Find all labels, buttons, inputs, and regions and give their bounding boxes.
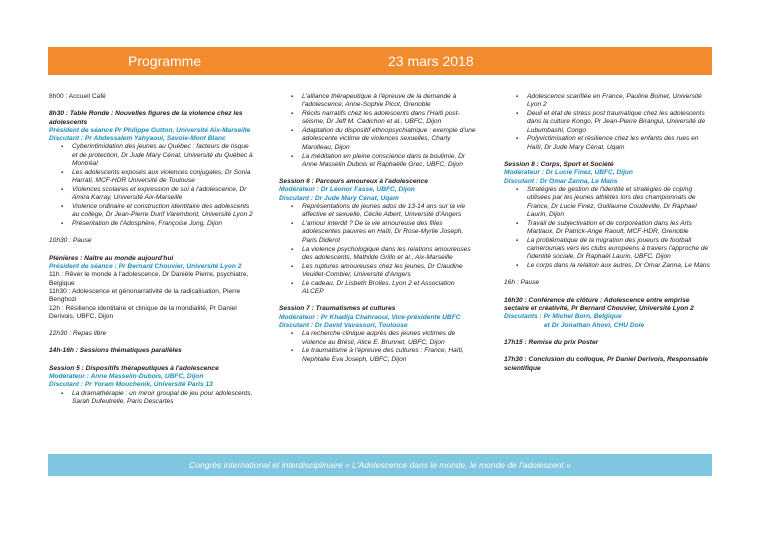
list-item: ▪ Présentation de l'Adosphère, Françoise Jung, Dijon (49, 220, 254, 228)
footer-banner (48, 454, 712, 476)
programme-banner (48, 47, 712, 75)
list-item: ▪ Cyberintimidation des jeunes au Québec : facteurs de risque et de protection, Dr Jude Mary Cénat, Université du Québec à Montréal (49, 143, 254, 168)
sessions-line: 14h-16h : Sessions thématiques parallèles (49, 347, 182, 355)
plenieres-title: Plénières : Naître au monde aujourd'hui (49, 254, 174, 262)
list-item: ▪ Travail de subjectivation et de corporéation dans les Arts Martiaux, Dr Patrick-Ange Raoult, MCF-HDR, Grenoble (504, 220, 712, 237)
session-7-title: Session 7 : Traumatismes et cultures (279, 305, 396, 313)
session-7-discutant: Discutant : Dr David Vavassori, Toulouse (279, 321, 408, 329)
list-item: ▪ Violence ordinaire et construction identitaire des adolescents au collège, Dr Jean-Pierre Durif Varembont, Université Lyon 2 (49, 203, 254, 220)
list-item: ▪ Stratégies de gestion de l'identité et stratégies de coping utilisées par les jeunes athlètes lors des championnats de France, Dr Lucie Finez, Guillaume Coudeville, Dr Raphael Laurin, Dijon (504, 186, 712, 219)
column-middle (279, 93, 477, 373)
cloture-title: 16h30 : Conférence de clôture : Adolescence entre emprise sectaire et créativité, Pr Bernard Chouvier, Université Lyon 2 (504, 296, 694, 313)
accueil-line: 8h00 : Accueil Café (49, 93, 106, 100)
column-left (49, 93, 254, 415)
repas-line: 12h30 : Repas libre (49, 330, 107, 338)
cloture-discutants: Discutants : Pr Michel Born, Belgique (504, 313, 622, 321)
list-item: ▪ Les ruptures amoureuses chez les jeunes, Dr Claudine Veuillet-Combier, Université d'Angers (279, 263, 477, 280)
list-item: ▪ Polyvictimisation et résilience chez les enfants des rues en Haïti, Dr Jude Mary Cénat, Uqam (504, 135, 712, 152)
session-5-list-continued (279, 93, 477, 169)
list-item: ▪ Les adolescents exposés aux violences conjugales, Dr Sonia Harrati, MCF-HDR Université de Toulouse (49, 169, 254, 186)
list-item: ▪ Le cadeau, Dr Lisbeth Brolles, Lyon 2 et Association ALCEP (279, 280, 477, 297)
session-5-moderator: Modérateur : Anne Masselin-Dubois, UBFC, Dijon (49, 373, 204, 381)
list-item: ▪ Adaptation du dispositif ethnopsychiatrique : exemple d'une adolescente victime de violences sexuelles, Charly Marolleau, Dijon (279, 127, 477, 152)
session-5-title: Session 5 : Dispositifs thérapeutiques à l'adolescence (49, 364, 219, 372)
session-6-title: Session 6 : Parcours amoureux à l'adolescence (279, 178, 428, 186)
list-item: ▪ La violence psychologique dans les relations amoureuses des adolescents, Mathilde Grillo et al., Aix-Marseille (279, 246, 477, 263)
pause-line: 10h30 : Pause (49, 237, 92, 245)
plenieres-item: 12h : Résilience identitaire et clinique de la mondialité, Pr Daniel Derivois, UBFC, Dijon (49, 304, 237, 320)
session-6-discutant: Discutant : Dr Jude Mary Cénat, Uqam (279, 194, 399, 202)
session-6-list (279, 203, 477, 296)
list-item: ▪ L'amour interdit ? De la vie amoureuse des filles adolescentes pauvres en Haïti, Dr Rose-Myrlie Joseph, Paris Diderot (279, 220, 477, 245)
list-item: ▪ Le traumatisme à l'épreuve des cultures : France, Haïti, Nephtalie Eva Joseph, UBFC, Dijon (279, 347, 477, 364)
table-ronde-list (49, 143, 254, 228)
cloture-discutants-2: et Dr Jonathan Ahovi, CHU Dole (544, 321, 645, 329)
table-ronde-discutant: Discutant : Pr Abdessalem Yahyaoui, Savoie-Mont Blanc (49, 135, 226, 143)
list-item: ▪ Adolescence scarifiée en France, Pauline Boinet, Université Lyon 2 (504, 93, 712, 110)
list-item: ▪ Deuil et état de stress post traumatique chez les adolescents dans la culture Kongo, Pr Jean-Pierre Birangui, Université de Lubumbashi, Congo (504, 110, 712, 135)
conclusion-line: 17h30 : Conclusion du colloque, Pr Daniel Derivois, Responsable scientifique (504, 356, 709, 372)
list-item: ▪ L'alliance thérapeutique à l'épreuve de la demande à l'adolescence, Anne-Sophie Picot, Grenoble (279, 93, 477, 110)
plenieres-item: 11h30 : Adolescence et génonarrativité de la radicalisation, Pierre Benghozi (49, 287, 241, 304)
session-8-list (504, 186, 712, 270)
list-item: ▪ Représentations de jeunes ados de 13-14 ans sur la vie affective et sexuelle, Cécile Albert, Université d'Angers (279, 203, 477, 220)
session-8-moderator: Modérateur : Dr Lucie Finez, UBFC, Dijon (504, 169, 633, 177)
banner-title: Programme (128, 53, 202, 69)
session-7-continued (504, 93, 712, 152)
table-ronde-block (49, 110, 254, 228)
session-7-block (279, 305, 477, 364)
plenieres-president: Président de séance : Pr Bernard Chouvier, Université Lyon 2 (49, 263, 242, 271)
list-item: ▪ La méditation en pleine conscience dans la boulimie, Dr Anne Masselin Dubois et Raphaëlle Grec, UBFC, Dijon (279, 153, 477, 170)
list-item: ▪ Récits narratifs chez les adolescents dans l'Haïti post-séisme, Dr Jeff M. Cadichon et al., UBFC, Dijon (279, 110, 477, 127)
banner-date: 23 mars 2018 (388, 53, 474, 69)
table-ronde-president: Président de séance Pr Philippe Gutton, Université Aix-Marseille (49, 126, 251, 134)
session-7-moderator: Modérateur : Pr Khadija Chahraoui, Vice-présidente UBFC (279, 313, 461, 321)
pause-line: 16h : Pause (504, 279, 540, 287)
session-7-list (279, 330, 477, 364)
table-ronde-title: 8h30 : Table Ronde : Nouvelles figures de la violence chez les adolescents (49, 110, 243, 126)
plenieres-block (49, 255, 254, 321)
session-6-block (279, 178, 477, 296)
cloture-block (504, 297, 712, 330)
session-8-title: Session 8 : Corps, Sport et Société (504, 161, 614, 169)
list-item: ▪ Le corps dans la relation aux autres, Dr Omar Zanna, Le Mans (504, 262, 712, 270)
session-5-continued (279, 93, 477, 169)
session-8-block (504, 161, 712, 270)
session-5-block (49, 365, 254, 406)
list-item: ▪ La dramathérapie : un miroir groupal de jeu pour adolescents, Sarah Dufeutrelle, Paris Descartes (49, 390, 254, 407)
list-item: ▪ Violences scolaires et expression de soi à l'adolescence, Dr Amira Karray, Université Aix-Marseille (49, 186, 254, 203)
footer-text: Congrès international et interdisciplinaire « L'Adolescence dans le monde, le monde de l'adolescent » (189, 460, 571, 470)
session-5-discutant: Discutant : Pr Yoram Mouchenik, Université Paris 13 (49, 381, 213, 389)
session-8-discutant: Discutant : Dr Omar Zanna, Le Mans (504, 177, 618, 185)
session-7-list-continued (504, 93, 712, 152)
prix-line: 17h15 : Remise du prix Poster (504, 338, 599, 346)
plenieres-item: 11h : Rêver le monde à l'adolescence, Dr Danièle Pierre, psychiatre, Belgique (49, 271, 249, 287)
session-6-moderator: Modérateur : Dr Léonor Fasse, UBFC, Dijon (279, 186, 415, 194)
list-item: ▪ La recherche clinique auprès des jeunes victimes de violence au Brésil, Alice E. Brunnet, UBFC, Dijon (279, 330, 477, 347)
session-5-list (49, 390, 254, 407)
column-right (504, 93, 712, 382)
list-item: ▪ La problématique de la migration des joueurs de football camerounais vers les clubs européens à travers l'approche de l'identité sociale, Dr Raphaël Laurin, UBFC, Dijon (504, 237, 712, 262)
